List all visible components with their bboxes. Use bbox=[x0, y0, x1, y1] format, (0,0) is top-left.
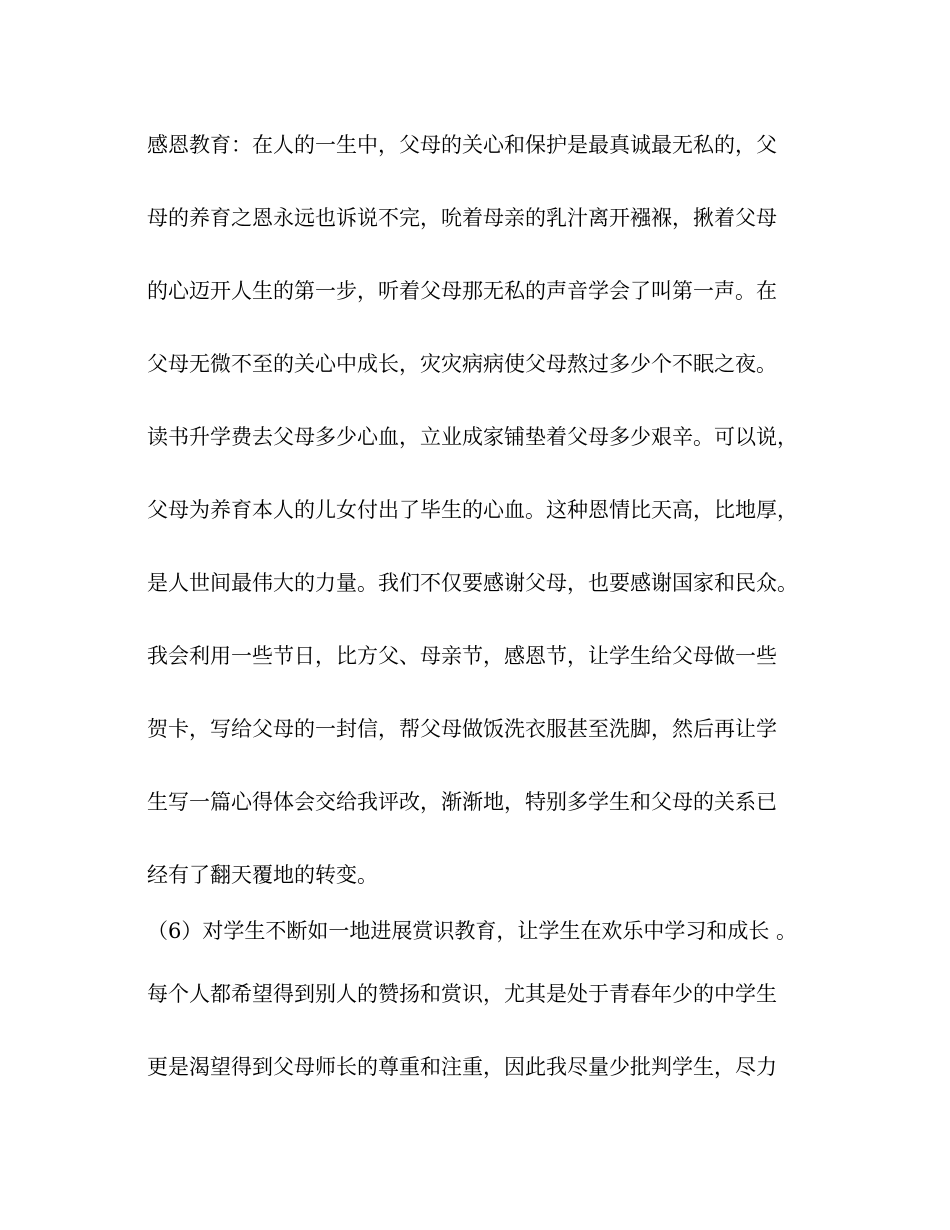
paragraph-line: 的心迈开人生的第一步，听着父母那无私的声音学会了叫第一声。在 bbox=[147, 279, 777, 303]
paragraph-line: 经有了翻天覆地的转变。 bbox=[147, 863, 378, 887]
paragraph-line: 读书升学费去父母多少心血，立业成家铺垫着父母多少艰辛。可以说， bbox=[147, 425, 798, 449]
paragraph-line: 我会利用一些节日，比方父、母亲节，感恩节，让学生给父母做一些 bbox=[147, 644, 777, 668]
paragraph-line: 生写一篇心得体会交给我评改，渐渐地，特别多学生和父母的关系已 bbox=[147, 790, 777, 814]
paragraph-line: 贺卡，写给父母的一封信，帮父母做饭洗衣服甚至洗脚，然后再让学 bbox=[147, 717, 777, 741]
section-heading-line: （6）对学生不断如一地进展赏识教育，让学生在欢乐中学习和成长 。 bbox=[147, 919, 798, 943]
paragraph-line: 父母为养育本人的儿女付出了毕生的心血。这种恩情比天高，比地厚， bbox=[147, 498, 798, 522]
paragraph-line: 是人世间最伟大的力量。我们不仅要感谢父母，也要感谢国家和民众。 bbox=[147, 571, 798, 595]
paragraph-line: 每个人都希望得到别人的赞扬和赏识，尤其是处于青春年少的中学生 bbox=[147, 982, 777, 1006]
paragraph-line: 感恩教育：在人的一生中，父母的关心和保护是最真诚最无私的，父 bbox=[147, 133, 777, 157]
paragraph-line: 父母无微不至的关心中成长，灾灾病病使父母熬过多少个不眠之夜。 bbox=[147, 352, 777, 376]
paragraph-line: 更是渴望得到父母师长的尊重和注重，因此我尽量少批判学生，尽力 bbox=[147, 1055, 777, 1079]
paragraph-line: 母的养育之恩永远也诉说不完，吮着母亲的乳汁离开襁褓，揪着父母 bbox=[147, 206, 777, 230]
